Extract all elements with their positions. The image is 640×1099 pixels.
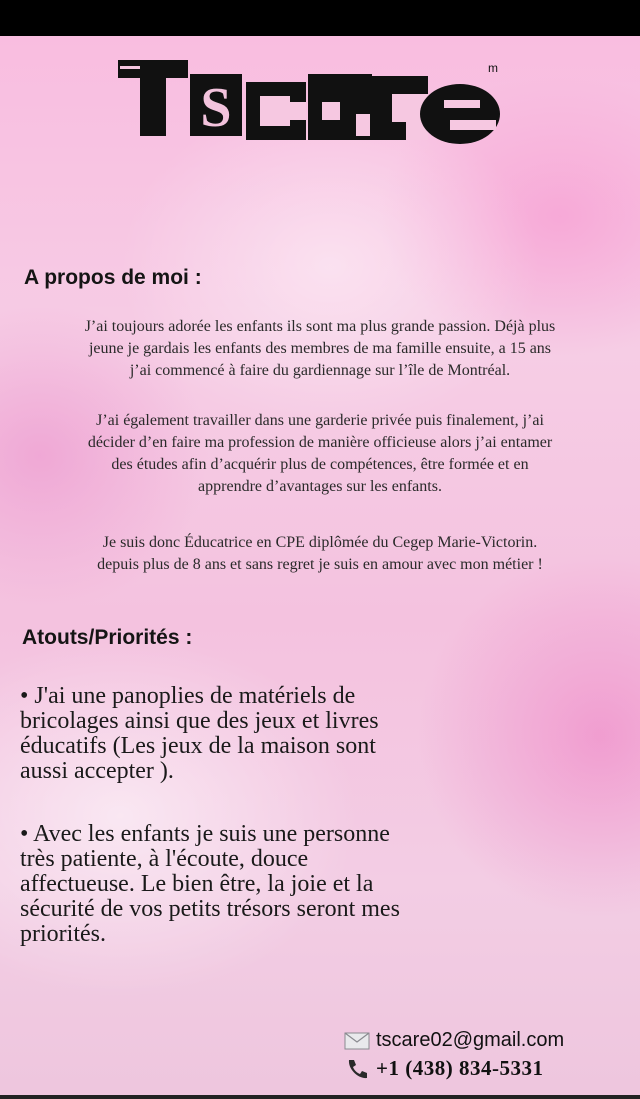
top-black-bar: [0, 0, 640, 36]
text-line: décider d’en faire ma profession de manière officieuse alors j’ai entamer: [87, 434, 553, 451]
bullet-line: bricolages ainsi que des jeux et livres: [20, 708, 379, 734]
atouts-bullet-1: [20, 684, 620, 784]
about-paragraph-1: [0, 316, 640, 382]
bullet-line: • Avec les enfants je suis une personne: [20, 821, 390, 847]
text-line: j’ai commencé à faire du gardiennage sur l’île de Montréal.: [129, 362, 511, 379]
text-line: depuis plus de 8 ans et sans regret je suis en amour avec mon métier !: [97, 556, 543, 573]
atouts-heading: Atouts/Priorités :: [22, 626, 193, 649]
phone-icon: [344, 1058, 370, 1080]
logo-letter-t: [118, 60, 188, 136]
logo-letter-a: [308, 74, 372, 140]
svg-text:S: S: [200, 77, 232, 139]
about-paragraph-2: [0, 410, 640, 498]
logo-letter-s: [190, 74, 242, 139]
tscare-logo: [110, 52, 510, 152]
about-heading: A propos de moi :: [24, 266, 202, 289]
atouts-bullet-2: [20, 822, 620, 947]
text-line: J’ai toujours adorée les enfants ils sont ma plus grande passion. Déjà plus: [84, 318, 556, 335]
bullet-line: • J'ai une panoplies de matériels de: [20, 683, 356, 709]
text-line: jeune je gardais les enfants des membres de ma famille ensuite, a 15 ans: [88, 340, 552, 357]
email-text[interactable]: tscare02@gmail.com: [376, 1029, 565, 1051]
contact-email[interactable]: [344, 1029, 564, 1052]
flyer-page: [0, 36, 640, 1095]
logo-letter-r: [372, 76, 428, 140]
bullet-line: éducatifs (Les jeux de la maison sont: [20, 733, 376, 759]
bullet-line: affectueuse. Le bien être, la joie et la: [20, 871, 374, 897]
envelope-icon: [344, 1030, 370, 1052]
text-line: apprendre d’avantages sur les enfants.: [198, 478, 442, 495]
logo-letter-c: [246, 82, 306, 140]
contact-phone[interactable]: [344, 1056, 543, 1081]
bullet-line: très patiente, à l'écoute, douce: [20, 846, 309, 872]
text-line: des études afin d’acquérir plus de compétences, être formée et en: [111, 456, 529, 473]
logo-letter-e: [420, 61, 500, 144]
about-paragraph-3: [0, 532, 640, 576]
bullet-line: priorités.: [20, 921, 106, 947]
text-line: Je suis donc Éducatrice en CPE diplômée du Cegep Marie-Victorin.: [102, 534, 538, 551]
bullet-line: aussi accepter ).: [20, 758, 174, 784]
bottom-bar: [0, 1095, 640, 1099]
text-line: J’ai également travailler dans une garderie privée puis finalement, j’ai: [96, 412, 544, 429]
bullet-line: sécurité de vos petits trésors seront mes: [20, 896, 400, 922]
phone-text[interactable]: +1 (438) 834-5331: [376, 1056, 544, 1080]
svg-text:m: m: [488, 61, 498, 75]
